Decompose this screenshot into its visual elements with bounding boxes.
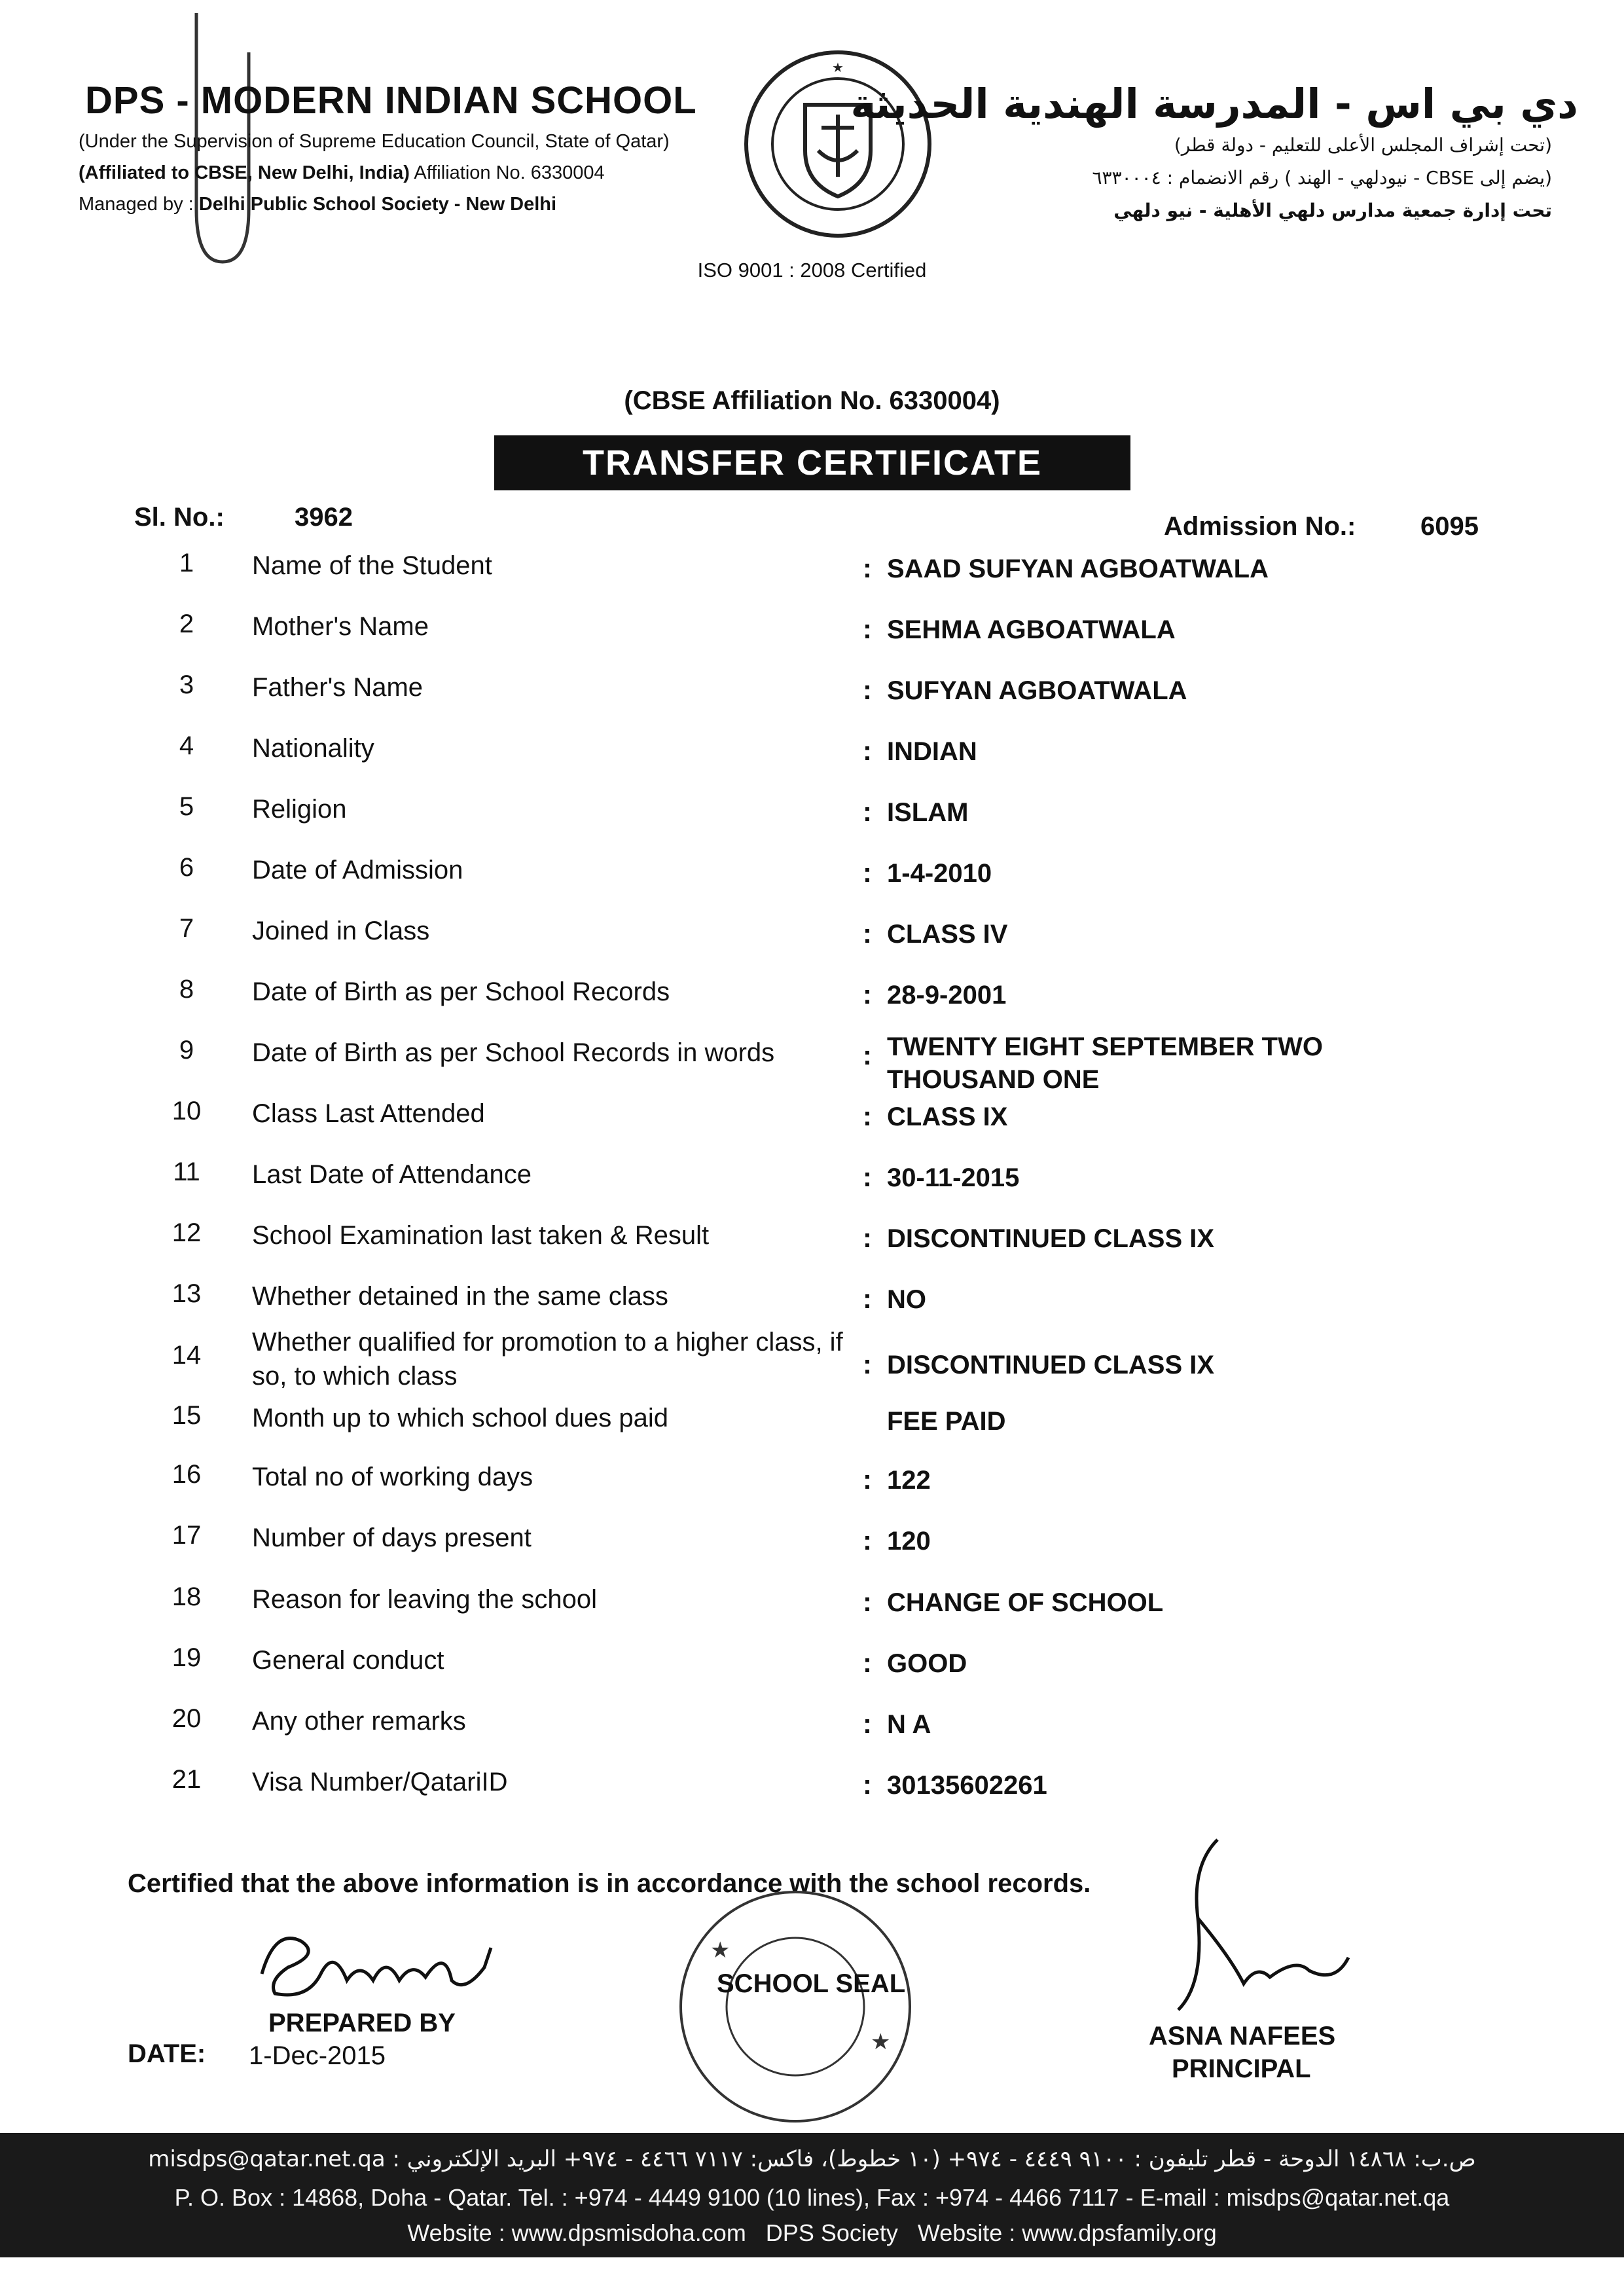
principal-title: PRINCIPAL [1172,2054,1311,2083]
preparer-signature [249,1922,524,2007]
field-label: School Examination last taken & Result [252,1221,710,1250]
field-row [0,1032,1624,1094]
field-label: Class Last Attended [252,1099,485,1128]
serial-number-value: 3962 [295,503,353,532]
field-label: Total no of working days [252,1463,533,1491]
contact-line-arabic: ص.ب: ١٤٨٦٨ الدوحة - قطر تليفون : ٩١٠٠ ٤٤٤٩ - ٩٧٤+ (١٠ خطوط)، فاكس: ٧١١٧ ٤٤٦٦ - ٩٧٤+ البريد الإلكتروني : misdps@qatar.net.qa [148,2146,1476,2172]
field-number: 17 [171,1521,202,1550]
supervision-line: (Under the Supervision of Supreme Education Council, State of Qatar) [79,131,670,152]
field-colon: : [863,918,872,949]
field-colon: : [863,1161,872,1192]
field-number: 4 [179,731,194,760]
svg-text:★: ★ [871,2029,891,2055]
field-label: Father's Name [252,673,424,702]
school-crest-logo [740,46,936,242]
field-number: 21 [171,1765,202,1794]
school-name-arabic: دي بي اس - المدرسة الهندية الحديثة [850,80,1578,128]
field-row [0,914,1624,966]
managed-by-society: Delhi Public School Society - New Delhi [198,194,557,215]
svg-text:★: ★ [832,60,844,75]
field-number: 1 [179,549,194,577]
field-value: SEHMA AGBOATWALA [887,615,1176,644]
field-row [0,1097,1624,1149]
admission-number-label: Admission No.: [1164,512,1356,541]
field-colon: : [863,1040,872,1070]
field-label: Joined in Class [252,917,430,945]
field-row [0,1325,1624,1391]
field-label: Date of Birth as per School Records in words [252,1038,775,1067]
field-value: GOOD [887,1649,967,1678]
field-number: 13 [171,1279,202,1308]
field-value: ISLAM [887,798,969,827]
admission-number-value: 6095 [1420,512,1479,541]
field-value: 28-9-2001 [887,981,1007,1010]
field-value: TWENTY EIGHT SEPTEMBER TWO THOUSAND ONE [887,1032,1323,1094]
certificate-title: TRANSFER CERTIFICATE [494,435,1130,490]
field-row [0,610,1624,662]
field-row [0,731,1624,784]
field-value: 120 [887,1527,931,1556]
field-row [0,1704,1624,1757]
field-value: CLASS IV [887,920,1008,949]
field-label: Religion [252,795,347,824]
field-colon: : [863,1283,872,1314]
field-number: 14 [171,1341,202,1370]
supervision-line-arabic: (تحت إشراف المجلس الأعلى للتعليم - دولة قطر) [1174,134,1552,156]
field-number: 16 [171,1460,202,1489]
field-row [0,1401,1624,1453]
field-colon: : [863,1647,872,1678]
field-number: 11 [173,1157,200,1186]
field-value: 1-4-2010 [887,859,992,888]
certification-statement: Certified that the above information is in accordance with the school records. [128,1869,1091,1898]
field-label: Any other remarks [252,1707,466,1736]
field-colon: : [863,735,872,766]
school-seal-stamp [674,1886,916,2128]
field-number: 6 [179,853,194,882]
field-label: Mother's Name [252,612,429,641]
field-number: 12 [171,1218,202,1247]
date-value: 1-Dec-2015 [249,2041,386,2070]
field-colon: : [863,613,872,644]
school-name: DPS - MODERN INDIAN SCHOOL [85,79,697,122]
field-colon: : [863,553,872,583]
field-row [0,792,1624,845]
field-label: Last Date of Attendance [252,1160,532,1189]
affiliation-number: Affiliation No. 6330004 [409,162,605,183]
field-value: SUFYAN AGBOATWALA [887,676,1187,705]
field-value: 30-11-2015 [887,1163,1020,1192]
field-label: General conduct [252,1646,444,1675]
field-row [0,1765,1624,1817]
field-value: NO [887,1285,926,1314]
field-label: Date of Admission [252,856,463,884]
field-number: 10 [171,1097,202,1125]
cbse-affiliation-number: (CBSE Affiliation No. 6330004) [624,386,1000,415]
field-colon: : [863,674,872,705]
field-label: Nationality [252,734,374,763]
affiliation-line-arabic: (يضم إلى CBSE - نيودلهي - الهند ) رقم الانضمام : ٦٣٣٠٠٠٤ [1092,167,1552,189]
field-number: 8 [179,975,194,1004]
field-row [0,1157,1624,1210]
field-label: Visa Number/QatariID [252,1768,508,1796]
field-row [0,1279,1624,1332]
field-value: CLASS IX [887,1102,1008,1131]
field-colon: : [863,1525,872,1556]
field-colon: : [863,979,872,1010]
field-label: Reason for leaving the school [252,1585,597,1614]
field-colon: : [863,1349,872,1379]
managed-by-label: Managed by : [79,194,199,215]
field-row [0,1582,1624,1635]
managed-by-line [79,194,556,215]
date-label: DATE: [128,2039,206,2068]
field-row [0,670,1624,723]
prepared-by-label: PREPARED BY [268,2009,456,2037]
field-number: 7 [179,914,194,943]
field-colon: : [863,857,872,888]
svg-text:★: ★ [710,1937,731,1963]
iso-certification: ISO 9001 : 2008 Certified [697,259,927,282]
contact-line-english: P. O. Box : 14868, Doha - Qatar. Tel. : +974 - 4449 9100 (10 lines), Fax : +974 - 4466 7117 - E-mail : misdps@qatar.net.qa [174,2184,1450,2211]
field-row [0,1460,1624,1512]
affiliation-body: (Affiliated to CBSE, New Delhi, India) [79,162,410,183]
field-colon: : [863,1708,872,1739]
principal-signature [1139,1827,1362,2023]
managed-by-line-arabic: تحت إدارة جمعية مدارس دلهي الأهلية - نيو دلهي [1113,200,1552,221]
field-colon: : [863,1222,872,1253]
field-number: 2 [179,610,194,638]
field-colon: : [863,1769,872,1800]
website-line: Website : www.dpsmisdoha.com DPS Society Website : www.dpsfamily.org [407,2219,1217,2246]
field-number: 18 [171,1582,202,1611]
field-row [0,1521,1624,1573]
field-label: Month up to which school dues paid [252,1404,668,1432]
principal-name: ASNA NAFEES [1149,2022,1336,2050]
field-number: 19 [171,1643,202,1672]
field-number: 9 [179,1036,194,1065]
serial-number-label: Sl. No.: [134,503,225,532]
field-label: Whether qualified for promotion to a higher class, if so, to which class [252,1328,843,1391]
field-value: 122 [887,1466,931,1495]
field-value: INDIAN [887,737,977,766]
field-label: Date of Birth as per School Records [252,977,670,1006]
field-label: Name of the Student [252,551,492,580]
field-value: DISCONTINUED CLASS IX [887,1351,1215,1379]
field-value: FEE PAID [887,1407,1006,1436]
field-label: Whether detained in the same class [252,1282,668,1311]
field-colon: : [863,1101,872,1131]
field-number: 5 [179,792,194,821]
field-number: 15 [171,1401,202,1430]
affiliation-line [79,162,605,184]
field-colon: : [863,1586,872,1617]
field-value: CHANGE OF SCHOOL [887,1588,1164,1617]
field-label: Number of days present [252,1523,532,1552]
field-number: 20 [171,1704,202,1733]
contact-footer-bar [0,2133,1624,2257]
field-value: SAAD SUFYAN AGBOATWALA [887,555,1269,583]
field-row [0,549,1624,601]
field-value: 30135602261 [887,1771,1047,1800]
field-row [0,1643,1624,1696]
field-colon: : [863,1464,872,1495]
field-row [0,853,1624,905]
field-row [0,1218,1624,1271]
school-seal-label: SCHOOL SEAL [717,1969,906,1998]
field-row [0,975,1624,1027]
field-value: N A [887,1710,931,1739]
field-number: 3 [179,670,194,699]
field-value: DISCONTINUED CLASS IX [887,1224,1215,1253]
field-colon: : [863,796,872,827]
